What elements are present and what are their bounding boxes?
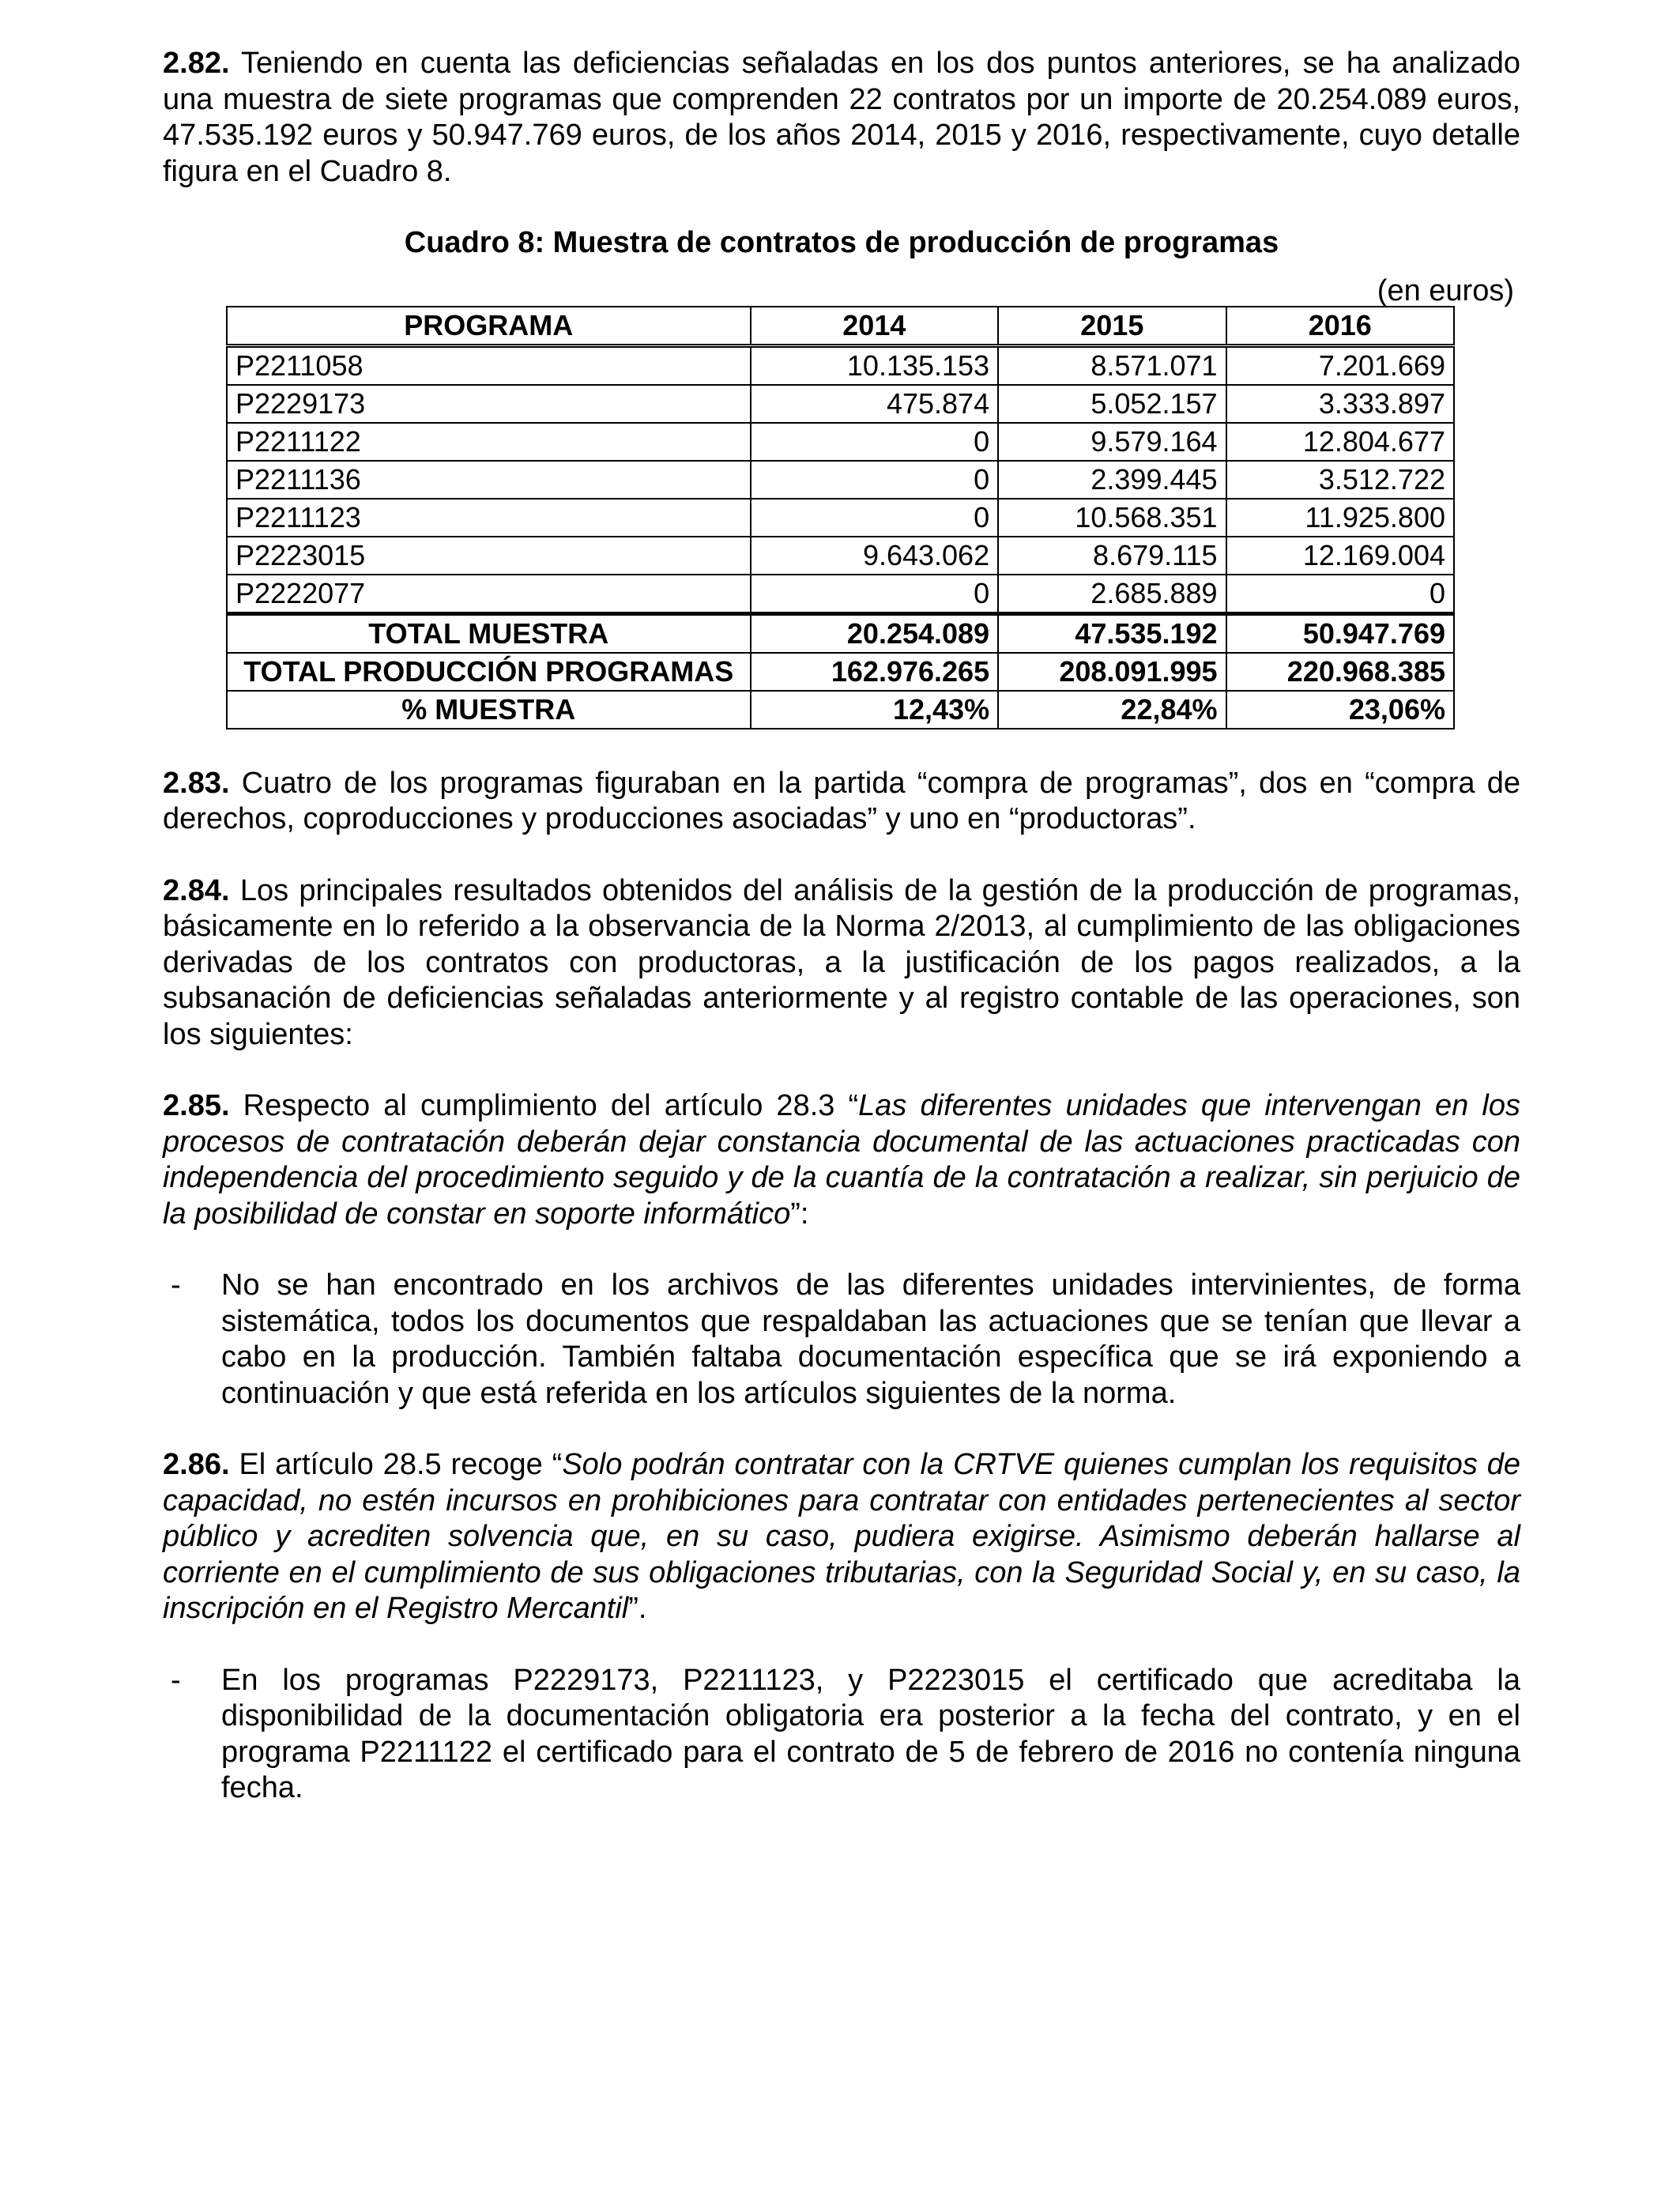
table-caption: Cuadro 8: Muestra de contratos de producción de programas (404, 226, 1279, 259)
table-row (227, 537, 1454, 575)
paragraph-text-pre: El artículo 28.5 recoge “ (229, 1448, 563, 1481)
sample-contracts-table (226, 306, 1455, 729)
paragraph-2-86 (163, 1447, 1520, 1627)
paragraph-2-85 (163, 1088, 1520, 1232)
cell-programa: P2229173 (227, 385, 751, 423)
paragraph-number: 2.84. (163, 873, 230, 907)
quoted-article-text: Solo podrán contratar con la CRTVE quienes cumplan los requisitos de capacidad, no estén incursos en prohibiciones para contratar con entidades pertenecientes al sector público y acrediten solvencia que, en su caso, pudiera exigirse. Asimismo deberán hallarse al corriente en el cumplimiento de sus obligaciones tributarias, con la Seguridad Social y, en su caso, la inscripción en el Registro Mercantil (163, 1448, 1520, 1625)
cell-2014: 0 (751, 423, 999, 461)
cell-programa: P2211136 (227, 461, 751, 499)
paragraph-text-post: ”: (790, 1197, 809, 1231)
table-row (227, 461, 1454, 499)
cell-2014: 0 (751, 575, 999, 614)
header-2016: 2016 (1226, 307, 1454, 346)
paragraph-2-83 (163, 766, 1520, 838)
paragraph-text: Cuatro de los programas figuraban en la partida “compra de programas”, dos en “compra de derechos, coproducciones y producciones asociadas” y uno en “productoras”. (163, 766, 1520, 835)
cell-2015: 8.571.071 (998, 345, 1226, 385)
cell-2014: 0 (751, 461, 999, 499)
bullet-text: No se han encontrado en los archivos de las diferentes unidades intervinientes, de forma sistemática, todos los documentos que respaldaban las actuaciones que se tenían que llevar a cabo en la producción. También faltaba documentación específica que se irá exponiendo a continuación y que está referida en los artículos siguientes de la norma. (221, 1269, 1520, 1410)
cell-programa: P2222077 (227, 575, 751, 614)
cell-2016: 7.201.669 (1226, 345, 1454, 385)
table-row (227, 575, 1454, 614)
header-programa: PROGRAMA (227, 307, 751, 346)
bullet-dash: - (171, 1269, 181, 1302)
cell-2015: 2.685.889 (998, 575, 1226, 614)
cell-2016: 3.333.897 (1226, 385, 1454, 423)
paragraph-number: 2.86. (163, 1448, 230, 1481)
total-row-percent (227, 691, 1454, 729)
cell-2016: 3.512.722 (1226, 461, 1454, 499)
cell-2015: 10.568.351 (998, 499, 1226, 537)
cell-programa: P2223015 (227, 537, 751, 575)
bullet-text: En los programas P2229173, P2211123, y P2223015 el certificado que acreditaba la disponibilidad de la documentación obligatoria era posterior a la fecha del contrato, y en el programa P2211122 el certificado para el contrato de 5 de febrero de 2016 no contenía ninguna fecha. (221, 1663, 1520, 1804)
paragraph-text-pre: Respecto al cumplimiento del artículo 28.3 “ (229, 1089, 859, 1122)
cell-2016: 12.804.677 (1226, 423, 1454, 461)
total-row-muestra (227, 613, 1454, 653)
paragraph-number: 2.83. (163, 766, 230, 800)
paragraph-number: 2.82. (163, 47, 230, 80)
cell-total-2016: 23,06% (1226, 691, 1454, 729)
cell-total-2015: 22,84% (998, 691, 1226, 729)
cell-2014: 9.643.062 (751, 537, 999, 575)
cell-total-label: TOTAL MUESTRA (227, 613, 751, 653)
header-2014: 2014 (751, 307, 999, 346)
bullet-item (163, 1268, 1520, 1412)
cell-programa: P2211122 (227, 423, 751, 461)
cell-2016: 0 (1226, 575, 1454, 614)
cell-2015: 5.052.157 (998, 385, 1226, 423)
cell-total-2015: 47.535.192 (998, 613, 1226, 653)
bullet-dash: - (171, 1663, 181, 1697)
total-row-produccion (227, 653, 1454, 691)
cell-total-2016: 220.968.385 (1226, 653, 1454, 691)
cell-2016: 12.169.004 (1226, 537, 1454, 575)
table-header-row (227, 307, 1454, 346)
cell-total-2015: 208.091.995 (998, 653, 1226, 691)
header-2015: 2015 (998, 307, 1226, 346)
bullet-item (163, 1663, 1520, 1807)
cell-programa: P2211123 (227, 499, 751, 537)
document-page (163, 46, 1520, 1842)
paragraph-text: Teniendo en cuenta las deficiencias señaladas en los dos puntos anteriores, se ha analizado una muestra de siete programas que comprenden 22 contratos por un importe de 20.254.089 euros, 47.535.192 euros y 50.947.769 euros, de los años 2014, 2015 y 2016, respectivamente, cuyo detalle figura en el Cuadro 8. (163, 47, 1520, 188)
table-row (227, 345, 1454, 385)
cell-2014: 475.874 (751, 385, 999, 423)
paragraph-number: 2.85. (163, 1089, 230, 1122)
paragraph-text: Los principales resultados obtenidos del análisis de la gestión de la producción de programas, básicamente en lo referido a la observancia de la Norma 2/2013, al cumplimiento de las obligaciones derivadas de los contratos con productoras, a la justificación de los pagos realizados, a la subsanación de deficiencias señaladas anteriormente y al registro contable de las operaciones, son los siguientes: (163, 873, 1520, 1051)
table-row (227, 385, 1454, 423)
cell-total-2014: 20.254.089 (751, 613, 999, 653)
quoted-article-text: Las diferentes unidades que intervengan en los procesos de contratación deberán dejar constancia documental de las actuaciones practicadas con independencia del procedimiento seguido y de la cuantía de la contratación a realizar, sin perjuicio de la posibilidad de constar en soporte informático (163, 1089, 1520, 1231)
paragraph-2-84 (163, 873, 1520, 1054)
paragraph-2-82 (163, 46, 1520, 190)
cell-2014: 0 (751, 499, 999, 537)
cell-2015: 2.399.445 (998, 461, 1226, 499)
cell-programa: P2211058 (227, 345, 751, 385)
cell-total-2014: 12,43% (751, 691, 999, 729)
table-row (227, 423, 1454, 461)
cell-total-2016: 50.947.769 (1226, 613, 1454, 653)
cell-2015: 8.679.115 (998, 537, 1226, 575)
paragraph-text-post: ”. (628, 1592, 647, 1625)
table-units: (en euros) (1377, 273, 1514, 307)
cell-2014: 10.135.153 (751, 345, 999, 385)
cell-total-label: % MUESTRA (227, 691, 751, 729)
cell-2015: 9.579.164 (998, 423, 1226, 461)
table-row (227, 499, 1454, 537)
cell-total-2014: 162.976.265 (751, 653, 999, 691)
cell-2016: 11.925.800 (1226, 499, 1454, 537)
cell-total-label: TOTAL PRODUCCIÓN PROGRAMAS (227, 653, 751, 691)
